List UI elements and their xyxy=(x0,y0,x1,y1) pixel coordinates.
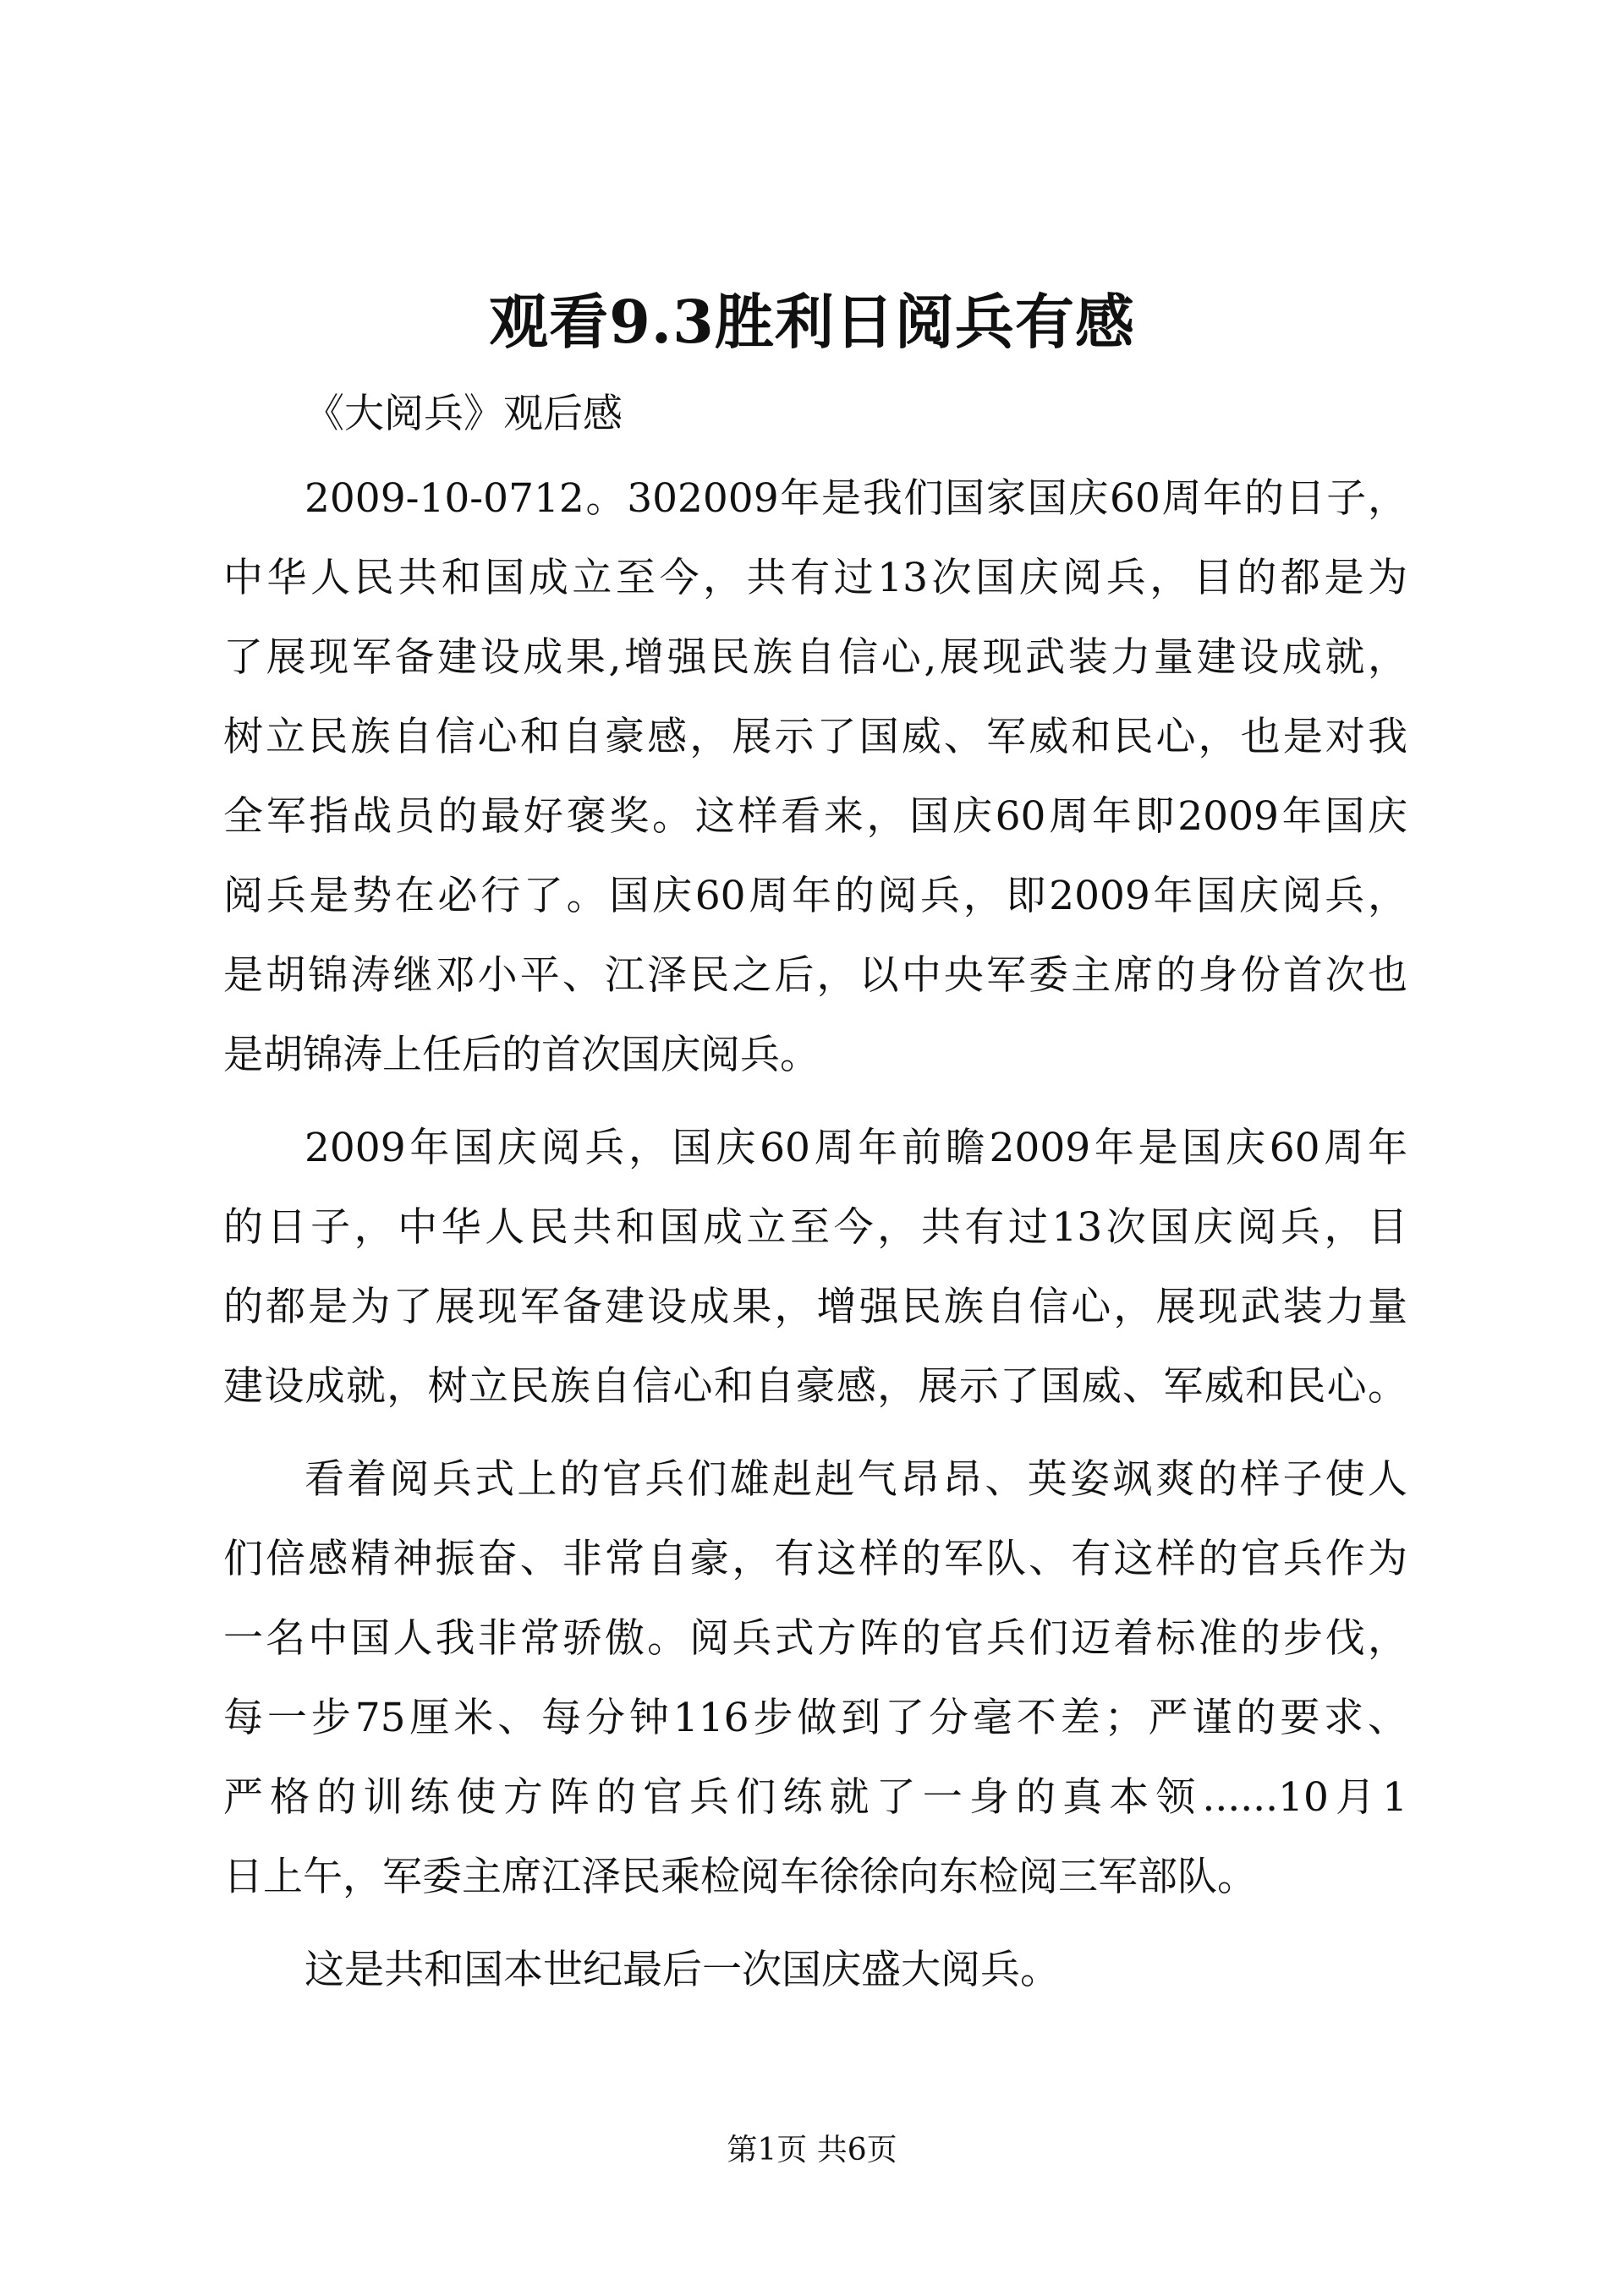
paragraph-1-line-4: 树立民族自信心和自豪感，展示了国威、军威和民心，也是对我 xyxy=(223,714,1407,760)
paragraph-1-line-1: 2009-10-0712。302009年是我们国家国庆60周年的日子， xyxy=(304,475,1407,522)
paragraph-2-line-3: 的都是为了展现军备建设成果，增强民族自信心，展现武装力量 xyxy=(223,1284,1407,1330)
paragraph-1-line-8: 是胡锦涛上任后的首次国庆阅兵。 xyxy=(223,1032,820,1078)
paragraph-1-line-3: 了展现军备建设成果,增强民族自信心,展现武装力量建设成就， xyxy=(223,634,1407,681)
paragraph-3-line-5: 严格的训练使方阵的官兵们练就了一身的真本领......10月1 xyxy=(223,1774,1407,1821)
paragraph-1-line-6: 阅兵是势在必行了。国庆60周年的阅兵，即2009年国庆阅兵， xyxy=(223,873,1407,919)
paragraph-1-line-2: 中华人民共和国成立至今，共有过13次国庆阅兵，目的都是为 xyxy=(223,555,1407,601)
document-title: 观看9.3胜利日阅兵有感 xyxy=(489,287,1135,357)
paragraph-3-line-1: 看着阅兵式上的官兵们雄赳赳气昂昂、英姿飒爽的样子使人 xyxy=(304,1456,1407,1503)
paragraph-3-line-6: 日上午，军委主席江泽民乘检阅车徐徐向东检阅三军部队。 xyxy=(223,1854,1257,1900)
paragraph-3-line-4: 每一步75厘米、每分钟116步做到了分毫不差；严谨的要求、 xyxy=(223,1695,1407,1741)
paragraph-2-line-4: 建设成就，树立民族自信心和自豪感，展示了国威、军威和民心。 xyxy=(223,1363,1407,1410)
document-subtitle: 《大阅兵》观后感 xyxy=(304,391,623,437)
page-number-footer: 第1页 共6页 xyxy=(727,2133,897,2167)
paragraph-3-line-2: 们倍感精神振奋、非常自豪，有这样的军队、有这样的官兵作为 xyxy=(223,1536,1407,1582)
paragraph-1-line-5: 全军指战员的最好褒奖。这样看来，国庆60周年即2009年国庆 xyxy=(223,793,1407,840)
paragraph-4-line-1: 这是共和国本世纪最后一次国庆盛大阅兵。 xyxy=(304,1947,1060,1993)
paragraph-1-line-7: 是胡锦涛继邓小平、江泽民之后，以中央军委主席的身份首次也 xyxy=(223,952,1407,999)
paragraph-2-line-1: 2009年国庆阅兵，国庆60周年前瞻2009年是国庆60周年 xyxy=(304,1125,1407,1171)
paragraph-2-line-2: 的日子，中华人民共和国成立至今，共有过13次国庆阅兵，目 xyxy=(223,1204,1407,1251)
paragraph-3-line-3: 一名中国人我非常骄傲。阅兵式方阵的官兵们迈着标准的步伐， xyxy=(223,1615,1407,1662)
